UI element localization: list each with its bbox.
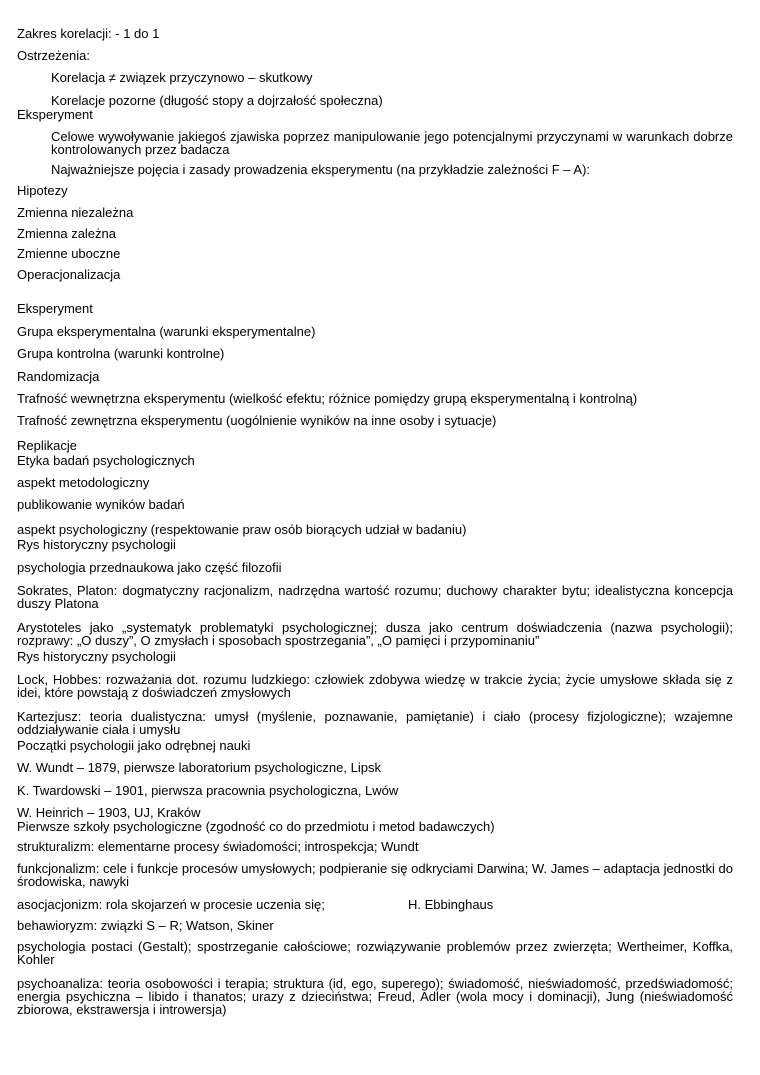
text-line: W. Wundt – 1879, pierwsze laboratorium psychologiczne, Lipsk [17, 760, 381, 775]
text-line: aspekt psychologiczny (respektowanie praw osób biorących udział w badaniu) [17, 522, 467, 537]
text-line: Eksperyment [17, 301, 93, 316]
text-paragraph: Lock, Hobbes: rozważania dot. rozumu ludzkiego: człowiek zdobywa wiedzę w trakcie życia; życie umysłowe składa się z idei, które powstają z doświadczeń zmysłowych [17, 672, 733, 700]
text-line: Zmienne uboczne [17, 246, 121, 261]
text-line: Grupa kontrolna (warunki kontrolne) [17, 346, 225, 361]
text-line: Grupa eksperymentalna (warunki eksperymentalne) [17, 324, 316, 339]
text-line: Replikacje [17, 438, 77, 453]
text-line: Rys historyczny psychologii [17, 649, 176, 664]
text-line [17, 898, 733, 911]
text-paragraph: Sokrates, Platon: dogmatyczny racjonalizm, nadrzędna wartość rozumu; duchowy charakter bytu; idealistyczna koncepcja duszy Platona [17, 583, 733, 611]
text-line: Zmienna zależna [17, 226, 116, 241]
text-line: Korelacje pozorne (długość stopy a dojrzałość społeczna) [51, 93, 383, 108]
text-line: Zmienna niezależna [17, 205, 134, 220]
asocjacjonizm-text: asocjacjonizm: rola skojarzeń w procesie uczenia się; [17, 897, 325, 912]
text-line: Randomizacja [17, 369, 100, 384]
text-line: Rys historyczny psychologii [17, 537, 176, 552]
text-line: Etyka badań psychologicznych [17, 453, 195, 468]
text-line: W. Heinrich – 1903, UJ, Kraków [17, 805, 201, 820]
text-line: Początki psychologii jako odrębnej nauki [17, 738, 251, 753]
text-line: strukturalizm: elementarne procesy świadomości; introspekcja; Wundt [17, 839, 419, 854]
text-line: aspekt metodologiczny [17, 475, 150, 490]
text-line: publikowanie wyników badań [17, 497, 185, 512]
text-line: Hipotezy [17, 183, 68, 198]
text-paragraph: Celowe wywoływanie jakiegoś zjawiska poprzez manipulowanie jego potencjalnymi przyczynami w warunkach dobrze kontrolowanych przez badacza [51, 129, 733, 157]
text-paragraph: psychologia postaci (Gestalt); spostrzeganie całościowe; rozwiązywanie problemów przez zwierzęta; Wertheimer, Koffka, Kohler [17, 939, 733, 967]
text-line: Trafność zewnętrzna eksperymentu (uogólnienie wyników na inne osoby i sytuacje) [17, 413, 497, 428]
text-line: Pierwsze szkoły psychologiczne (zgodność co do przedmiotu i metod badawczych) [17, 819, 495, 834]
text-paragraph: psychoanaliza: teoria osobowości i terapia; struktura (id, ego, superego); świadomość, nieświadomość, przedświadomość; energia psychiczna – libido i thanatos; urazy z dzieciństwa; Freud, Adler (wola mocy i dominacji), Jung (nieświadomość zbiorowa, ekstrawersja i introwersja) [17, 976, 733, 1017]
text-line: Eksperyment [17, 107, 93, 122]
text-paragraph: Kartezjusz: teoria dualistyczna: umysł (myślenie, poznawanie, pamiętanie) i ciało (procesy fizjologiczne); wzajemne oddziaływanie ciała i umysłu [17, 709, 733, 737]
text-line: Zakres korelacji: - 1 do 1 [17, 26, 160, 41]
text-line: Najważniejsze pojęcia i zasady prowadzenia eksperymentu (na przykładzie zależności F – A): [51, 162, 591, 177]
text-line: K. Twardowski – 1901, pierwsza pracownia psychologiczna, Lwów [17, 783, 399, 798]
ebbinghaus-text: H. Ebbinghaus [408, 897, 494, 912]
text-line: Trafność wewnętrzna eksperymentu (wielkość efektu; różnice pomiędzy grupą eksperymentalną i kontrolną) [17, 391, 638, 406]
text-paragraph: funkcjonalizm: cele i funkcje procesów umysłowych; podpieranie się odkryciami Darwina; W. James – adaptacja jednostki do środowiska, nawyki [17, 861, 733, 889]
text-paragraph: Arystoteles jako „systematyk problematyki psychologicznej; dusza jako centrum doświadczenia (nazwa psychologii); rozprawy: „O duszy”, O zmysłach i sposobach spostrzegania”, „O pamięci i przypominaniu” [17, 620, 733, 648]
text-line: behawioryzm: związki S – R; Watson, Skiner [17, 918, 274, 933]
text-line: Operacjonalizacja [17, 267, 121, 282]
text-line: Ostrzeżenia: [17, 48, 90, 63]
text-line: Korelacja ≠ związek przyczynowo – skutkowy [51, 70, 313, 85]
text-line: psychologia przednaukowa jako część filozofii [17, 560, 282, 575]
